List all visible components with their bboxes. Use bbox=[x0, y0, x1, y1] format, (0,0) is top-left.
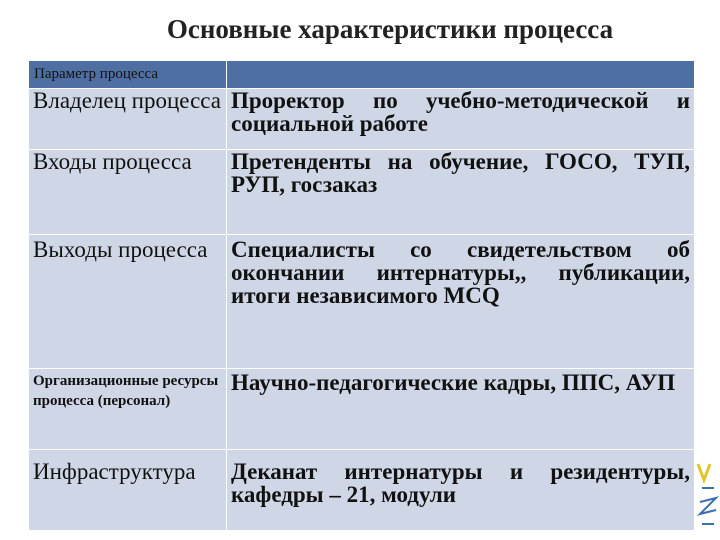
logo-icon bbox=[694, 458, 720, 540]
header-value-cell bbox=[227, 61, 695, 89]
slide-title: Основные характеристики процесса bbox=[166, 14, 614, 44]
table-row bbox=[29, 235, 695, 369]
header-param-cell: Параметр процесса bbox=[29, 61, 227, 89]
table-row bbox=[29, 369, 695, 450]
row-value-inputs: Претенденты на обучение, ГОСО, ТУП, РУП, госзаказ bbox=[227, 150, 695, 235]
table-header-row bbox=[29, 61, 695, 89]
row-param-resources: Организационные ресурсы процесса (персонал) bbox=[29, 369, 227, 450]
row-param-inputs: Входы процесса bbox=[29, 150, 227, 235]
row-value-outputs: Специалисты со свидетельством об окончании интернатуры,, публикации, итоги независимого MCQ bbox=[227, 235, 695, 369]
row-value-infrastructure: Деканат интернатуры и резидентуры, кафедры – 21, модули bbox=[227, 450, 695, 531]
row-value-resources: Научно-педагогические кадры, ППС, АУП bbox=[227, 369, 695, 450]
table-row bbox=[29, 150, 695, 235]
table-row bbox=[29, 450, 695, 531]
process-table bbox=[28, 60, 695, 531]
table-row bbox=[29, 89, 695, 150]
row-param-outputs: Выходы процесса bbox=[29, 235, 227, 369]
row-param-infrastructure: Инфраструктура bbox=[29, 450, 227, 531]
row-value-owner: Проректор по учебно-методической и социальной работе bbox=[227, 89, 695, 150]
row-param-owner: Владелец процесса bbox=[29, 89, 227, 150]
